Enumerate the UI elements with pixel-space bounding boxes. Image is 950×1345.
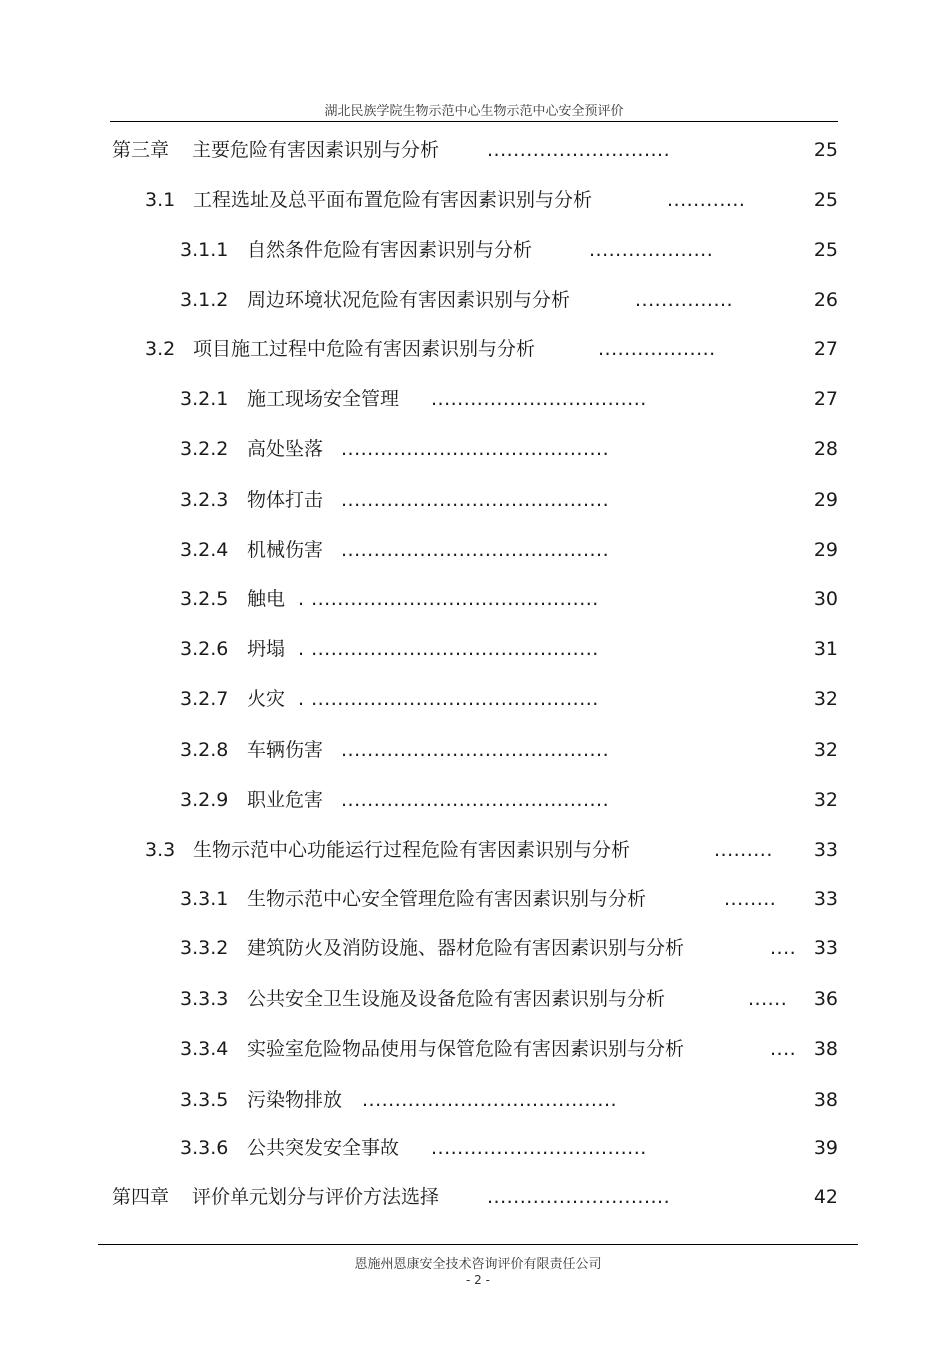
toc-entry: [0, 984, 950, 1014]
toc-entry: [0, 285, 950, 315]
toc-entry-number: 3.2.5: [180, 588, 229, 610]
toc-entry-number: 3.1: [145, 189, 176, 211]
toc-entry-page: 27: [813, 388, 838, 410]
toc-entry: [0, 1182, 950, 1212]
toc-dot-leader: ....: [770, 937, 797, 959]
toc-entry-page: 25: [813, 189, 838, 211]
toc-entry-page: 38: [813, 1038, 838, 1060]
toc-dot-leader: .................................: [431, 1137, 647, 1159]
toc-entry-number: 3.3: [145, 839, 176, 861]
toc-entry-title: 公共安全卫生设施及设备危险有害因素识别与分析: [247, 988, 666, 1010]
toc-entry-title: 物体打击: [247, 489, 324, 511]
toc-entry-title: 生物示范中心安全管理危险有害因素识别与分析: [247, 888, 647, 910]
toc-entry: [0, 135, 950, 165]
toc-entry: [0, 1034, 950, 1064]
toc-entry-page: 28: [813, 438, 838, 460]
toc-dot-leader: ......: [748, 988, 788, 1010]
toc-entry-number: 第三章: [112, 139, 170, 161]
toc-entry-title: 职业危害: [247, 789, 324, 811]
toc-entry-title: 评价单元划分与评价方法选择: [192, 1186, 440, 1208]
toc-dot-leader: ........: [724, 888, 777, 910]
toc-entry: [0, 1133, 950, 1163]
toc-entry: [0, 1085, 950, 1115]
toc-entry-number: 3.2: [145, 338, 176, 360]
toc-entry-page: 26: [813, 289, 838, 311]
toc-entry: [0, 884, 950, 914]
toc-entry-page: 33: [813, 888, 838, 910]
toc-dot-leader: .................................: [431, 388, 647, 410]
toc-entry-title: 污染物排放: [247, 1089, 343, 1111]
toc-entry-number: 3.3.3: [180, 988, 229, 1010]
toc-entry-number: 3.2.1: [180, 388, 229, 410]
toc-dot-leader: ............: [667, 189, 746, 211]
toc-entry-number: 3.3.2: [180, 937, 229, 959]
toc-entry-page: 25: [813, 139, 838, 161]
page-header-title: 湖北民族学院生物示范中心生物示范中心安全预评价: [324, 104, 624, 119]
toc-dot-leader: . ............................................: [298, 688, 599, 710]
footer-company-name: 恩施州恩康安全技术咨询评价有限责任公司: [354, 1257, 602, 1272]
toc-dot-leader: . ............................................: [298, 638, 599, 660]
toc-entry-title: 工程选址及总平面布置危险有害因素识别与分析: [193, 189, 593, 211]
toc-dot-leader: ...............: [635, 289, 734, 311]
toc-entry-page: 42: [813, 1186, 838, 1208]
toc-entry-page: 29: [813, 539, 838, 561]
toc-dot-leader: .........: [714, 839, 773, 861]
toc-dot-leader: ....: [770, 1038, 797, 1060]
toc-entry-number: 3.1.1: [180, 239, 229, 261]
toc-entry-page: 38: [813, 1089, 838, 1111]
toc-entry: [0, 185, 950, 215]
toc-entry-page: 25: [813, 239, 838, 261]
toc-entry-page: 32: [813, 688, 838, 710]
toc-entry-page: 33: [813, 937, 838, 959]
toc-entry-title: 自然条件危险有害因素识别与分析: [247, 239, 533, 261]
toc-entry: [0, 485, 950, 515]
toc-entry: [0, 434, 950, 464]
toc-dot-leader: ...................: [589, 239, 714, 261]
toc-entry-title: 施工现场安全管理: [247, 388, 400, 410]
toc-entry-page: 32: [813, 789, 838, 811]
toc-entry-page: 29: [813, 489, 838, 511]
toc-entry-number: 3.3.5: [180, 1089, 229, 1111]
toc-dot-leader: . ............................................: [298, 588, 599, 610]
toc-entry-title: 车辆伤害: [247, 739, 324, 761]
toc-entry: [0, 634, 950, 664]
toc-entry-title: 周边环境状况危险有害因素识别与分析: [247, 289, 571, 311]
toc-entry-title: 项目施工过程中危险有害因素识别与分析: [193, 338, 536, 360]
toc-entry-page: 33: [813, 839, 838, 861]
toc-dot-leader: ............................: [487, 139, 671, 161]
header-divider: [110, 121, 838, 122]
toc-entry-page: 30: [813, 588, 838, 610]
toc-dot-leader: .........................................: [341, 489, 610, 511]
toc-entry-number: 3.3.4: [180, 1038, 229, 1060]
toc-dot-leader: .........................................: [341, 539, 610, 561]
toc-dot-leader: .......................................: [362, 1089, 618, 1111]
toc-entry: [0, 835, 950, 865]
toc-entry-title: 触电: [247, 588, 286, 610]
toc-entry-title: 机械伤害: [247, 539, 324, 561]
toc-entry: [0, 735, 950, 765]
toc-entry-title: 高处坠落: [247, 438, 324, 460]
toc-entry-page: 39: [813, 1137, 838, 1159]
toc-dot-leader: .........................................: [341, 739, 610, 761]
footer-divider: [98, 1244, 858, 1245]
toc-entry: [0, 384, 950, 414]
toc-entry: [0, 684, 950, 714]
toc-entry-number: 3.2.6: [180, 638, 229, 660]
toc-entry-number: 3.1.2: [180, 289, 229, 311]
toc-entry-number: 3.2.9: [180, 789, 229, 811]
footer-page-number: - 2 -: [466, 1273, 490, 1287]
toc-entry-number: 3.2.7: [180, 688, 229, 710]
toc-entry-title: 坍塌: [247, 638, 286, 660]
toc-entry-number: 3.2.3: [180, 489, 229, 511]
toc-entry-title: 公共突发安全事故: [247, 1137, 400, 1159]
toc-entry: [0, 334, 950, 364]
toc-dot-leader: .........................................: [341, 438, 610, 460]
toc-entry-title: 主要危险有害因素识别与分析: [192, 139, 440, 161]
toc-dot-leader: .........................................: [341, 789, 610, 811]
toc-entry: [0, 785, 950, 815]
toc-entry-title: 生物示范中心功能运行过程危险有害因素识别与分析: [193, 839, 631, 861]
toc-entry-number: 3.2.2: [180, 438, 229, 460]
toc-entry: [0, 584, 950, 614]
toc-entry-number: 3.3.1: [180, 888, 229, 910]
toc-entry-page: 27: [813, 338, 838, 360]
toc-entry: [0, 535, 950, 565]
toc-entry-title: 火灾: [247, 688, 286, 710]
toc-entry-page: 31: [813, 638, 838, 660]
toc-dot-leader: ............................: [487, 1186, 671, 1208]
toc-entry-title: 实验室危险物品使用与保管危险有害因素识别与分析: [247, 1038, 685, 1060]
toc-entry: [0, 235, 950, 265]
toc-entry-number: 3.2.8: [180, 739, 229, 761]
toc-entry-page: 32: [813, 739, 838, 761]
toc-entry-number: 3.3.6: [180, 1137, 229, 1159]
toc-entry: [0, 933, 950, 963]
toc-entry-number: 第四章: [112, 1186, 170, 1208]
toc-dot-leader: ..................: [598, 338, 716, 360]
toc-entry-page: 36: [813, 988, 838, 1010]
toc-entry-title: 建筑防火及消防设施、器材危险有害因素识别与分析: [247, 937, 685, 959]
toc-entry-number: 3.2.4: [180, 539, 229, 561]
